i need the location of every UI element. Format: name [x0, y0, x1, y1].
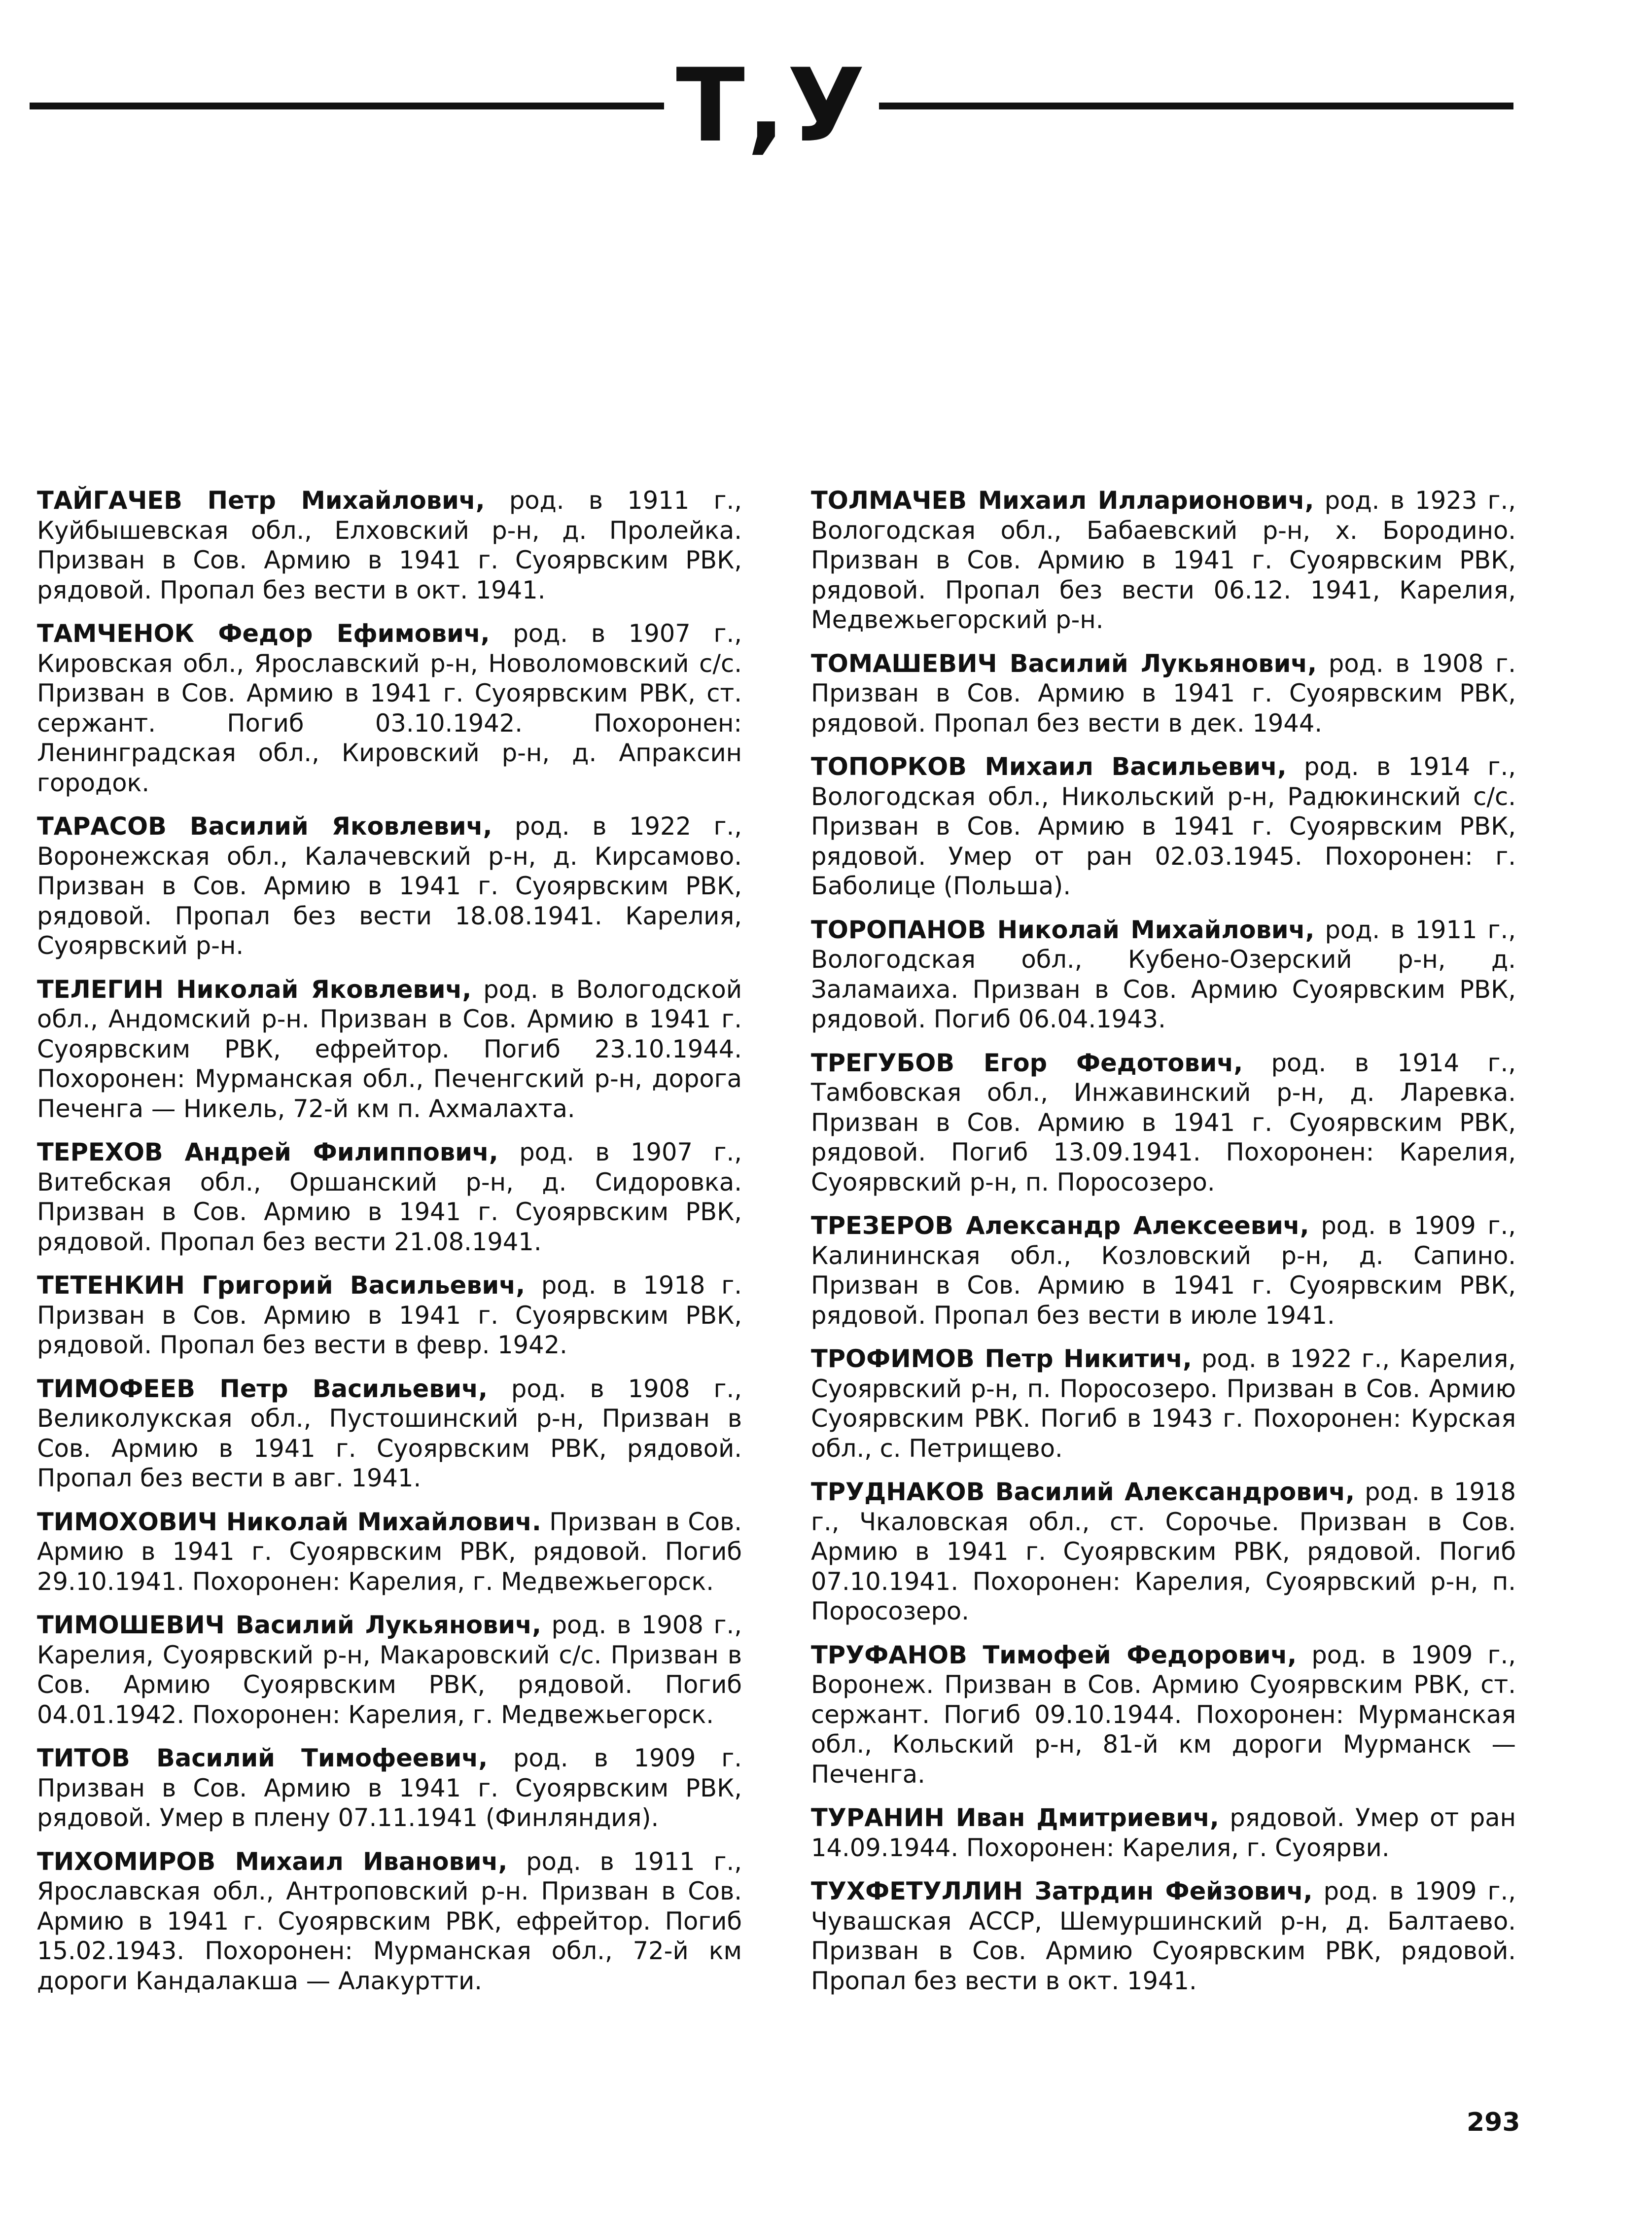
list-item	[37, 811, 742, 961]
list-item	[811, 486, 1516, 635]
entry-text: род. в 1909 г., Воронеж. Призван в Сов. Армию Суоярвским РВК, ст. сержант. Погиб 09.10.1944. Похоронен: Мурманская обл., Кольский р-н, 81-й км дороги Мурманск — Печенга.	[811, 1640, 1516, 1789]
entry-name: ТРЕГУБОВ Егор Федотович,	[811, 1048, 1243, 1077]
entry-name: ТОПОРКОВ Михаил Васильевич,	[811, 752, 1287, 781]
entry-text: род. в 1914 г., Вологодская обл., Никольский р-н, Радюкинский с/с. Призван в Сов. Армию в 1941 г. Суоярвским РВК, рядовой. Умер от ран 02.03.1945. Похоронен: г. Баболице (Польша).	[811, 752, 1516, 900]
list-item	[37, 1610, 742, 1729]
list-item	[811, 1211, 1516, 1330]
entry-text: род. в 1909 г., Чувашская АССР, Шемуршинский р-н, д. Балтаево. Призван в Сов. Армию Суоярвским РВК, рядовой. Пропал без вести в окт. 1941.	[811, 1877, 1516, 1995]
list-item	[811, 1876, 1516, 1996]
entry-text: род. в 1908 г., Великолукская обл., Пустошинский р-н, Призван в Сов. Армию в 1941 г. Суоярвским РВК, рядовой. Пропал без вести в авг. 1941.	[37, 1374, 742, 1492]
entry-name: ТАМЧЕНОК Федор Ефимович,	[37, 619, 490, 648]
entry-text: род. в 1911 г., Куйбышевская обл., Елховский р-н, д. Пролейка. Призван в Сов. Армию в 1941 г. Суоярвским РВК, рядовой. Пропал без вести в окт. 1941.	[37, 486, 742, 604]
entry-text: род. в 1922 г., Воронежская обл., Калачевский р-н, д. Кирсамово. Призван в Сов. Армию в 1941 г. Суоярвским РВК, рядовой. Пропал без вести 18.08.1941. Карелия, Суоярвский р-н.	[37, 812, 742, 960]
entry-name: ТРУФАНОВ Тимофей Федорович,	[811, 1640, 1297, 1669]
entry-text: род. в 1907 г., Кировская обл., Ярославский р-н, Новоломовский с/с. Призван в Сов. Армию в 1941 г. Суоярвским РВК, ст. сержант. Погиб 03.10.1942. Похоронен: Ленинградская обл., Кировский р-н, д. Апраксин городок.	[37, 619, 742, 797]
list-item	[811, 1803, 1516, 1863]
page-number: 293	[1467, 2108, 1520, 2137]
entry-name: ТУХФЕТУЛЛИН Затрдин Фейзович,	[811, 1877, 1313, 1905]
entry-text: род. в 1914 г., Тамбовская обл., Инжавинский р-н, д. Ларевка. Призван в Сов. Армию в 1941 г. Суоярвским РВК, рядовой. Погиб 13.09.1941. Похоронен: Карелия, Суоярвский р-н, п. Поросозеро.	[811, 1048, 1516, 1197]
list-item	[811, 752, 1516, 901]
entry-name: ТОРОПАНОВ Николай Михайлович,	[811, 915, 1315, 944]
left-column	[37, 486, 742, 2009]
heading-rule-right	[879, 103, 1513, 109]
entry-text: род. в 1908 г., Карелия, Суоярвский р-н, Макаровский с/с. Призван в Сов. Армию Суоярвским РВК, рядовой. Погиб 04.01.1942. Похоронен: Карелия, г. Медвежьегорск.	[37, 1611, 742, 1729]
entry-text: род. в 1918 г. Призван в Сов. Армию в 1941 г. Суоярвским РВК, рядовой. Пропал без вести в февр. 1942.	[37, 1271, 742, 1359]
list-item	[811, 915, 1516, 1034]
entry-name: ТРЕЗЕРОВ Александр Алексеевич,	[811, 1211, 1309, 1240]
entry-name: ТЕЛЕГИН Николай Яковлевич,	[37, 975, 472, 1004]
right-column	[811, 486, 1516, 2009]
list-item	[37, 486, 742, 605]
entry-name: ТИМОХОВИЧ Николай Михайлович.	[37, 1507, 541, 1536]
entry-name: ТИМОФЕЕВ Петр Васильевич,	[37, 1374, 488, 1403]
list-item	[37, 975, 742, 1124]
entry-text: род. в 1909 г., Калининская обл., Козловский р-н, д. Сапино. Призван в Сов. Армию в 1941 г. Суоярвским РВК, рядовой. Пропал без вести в июле 1941.	[811, 1211, 1516, 1330]
entry-name: ТОЛМАЧЕВ Михаил Илларионович,	[811, 486, 1314, 515]
entry-name: ТУРАНИН Иван Дмитриевич,	[811, 1803, 1219, 1832]
entry-text: род. в 1911 г., Вологодская обл., Кубено-Озерский р-н, д. Заламаиха. Призван в Сов. Армию Суоярвским РВК, рядовой. Погиб 06.04.1943.	[811, 915, 1516, 1033]
entry-name: ТОМАШЕВИЧ Василий Лукьянович,	[811, 649, 1317, 678]
entry-name: ТРУДНАКОВ Василий Александрович,	[811, 1478, 1355, 1506]
entry-name: ТЕРЕХОВ Андрей Филиппович,	[37, 1138, 498, 1166]
heading-rule-left	[30, 103, 664, 109]
entry-text: род. в 1911 г., Ярославская обл., Антроповский р-н. Призван в Сов. Армию в 1941 г. Суоярвским РВК, ефрейтор. Погиб 15.02.1943. Похоронен: Мурманская обл., 72-й км дороги Кандалакша — Алакуртти.	[37, 1847, 742, 1995]
entry-name: ТИТОВ Василий Тимофеевич,	[37, 1744, 488, 1772]
entry-text: рядовой. Умер от ран 14.09.1944. Похоронен: Карелия, г. Суоярви.	[811, 1803, 1516, 1862]
section-heading	[30, 47, 1513, 165]
entry-text: род. в Вологодской обл., Андомский р-н. Призван в Сов. Армию в 1941 г. Суоярвским РВК, ефрейтор. Погиб 23.10.1944. Похоронен: Мурманская обл., Печенгский р-н, дорога Печенга — Никель, 72-й км п. Ахмалахта.	[37, 975, 742, 1123]
list-item	[37, 1507, 742, 1597]
entry-name: ТИХОМИРОВ Михаил Иванович,	[37, 1847, 508, 1876]
list-item	[811, 1640, 1516, 1790]
entry-text: род. в 1923 г., Вологодская обл., Бабаевский р-н, х. Бородино. Призван в Сов. Армию в 1941 г. Суоярвским РВК, рядовой. Пропал без вести 06.12. 1941, Карелия, Медвежьегорский р-н.	[811, 486, 1516, 634]
list-item	[811, 649, 1516, 739]
entry-name: ТАРАСОВ Василий Яковлевич,	[37, 812, 492, 841]
entry-text: род. в 1907 г., Витебская обл., Оршанский р-н, д. Сидоровка. Призван в Сов. Армию в 1941 г. Суоярвским РВК, рядовой. Пропал без вести 21.08.1941.	[37, 1138, 742, 1256]
list-item	[37, 1847, 742, 1996]
entry-name: ТИМОШЕВИЧ Василий Лукьянович,	[37, 1611, 541, 1639]
list-item	[37, 1743, 742, 1833]
entry-name: ТЕТЕНКИН Григорий Васильевич,	[37, 1271, 526, 1300]
entry-text: род. в 1908 г. Призван в Сов. Армию в 1941 г. Суоярвским РВК, рядовой. Пропал без вести в дек. 1944.	[811, 649, 1516, 738]
entry-text: род. в 1922 г., Карелия, Суоярвский р-н, п. Поросозеро. Призван в Сов. Армию Суоярвским РВК. Погиб в 1943 г. Похоронен: Курская обл., с. Петрищево.	[811, 1344, 1516, 1463]
entry-name: ТРОФИМОВ Петр Никитич,	[811, 1344, 1192, 1373]
entry-text: род. в 1909 г. Призван в Сов. Армию в 1941 г. Суоярвским РВК, рядовой. Умер в плену 07.11.1941 (Финляндия).	[37, 1744, 742, 1832]
entry-name: ТАЙГАЧЕВ Петр Михайлович,	[37, 486, 485, 515]
list-item	[37, 619, 742, 798]
list-item	[811, 1048, 1516, 1198]
list-item	[37, 1270, 742, 1360]
list-item	[37, 1374, 742, 1493]
entry-text: Призван в Сов. Армию в 1941 г. Суоярвским РВК, рядовой. Погиб 29.10.1941. Похоронен: Карелия, г. Медвежьегорск.	[37, 1507, 742, 1596]
heading-letters: Т,У	[676, 47, 867, 165]
list-item	[811, 1344, 1516, 1463]
list-item	[37, 1137, 742, 1257]
entry-text: род. в 1918 г., Чкаловская обл., ст. Сорочье. Призван в Сов. Армию в 1941 г. Суоярвским РВК, рядовой. Погиб 07.10.1941. Похоронен: Карелия, Суоярвский р-н, п. Поросозеро.	[811, 1478, 1516, 1625]
list-item	[811, 1477, 1516, 1626]
